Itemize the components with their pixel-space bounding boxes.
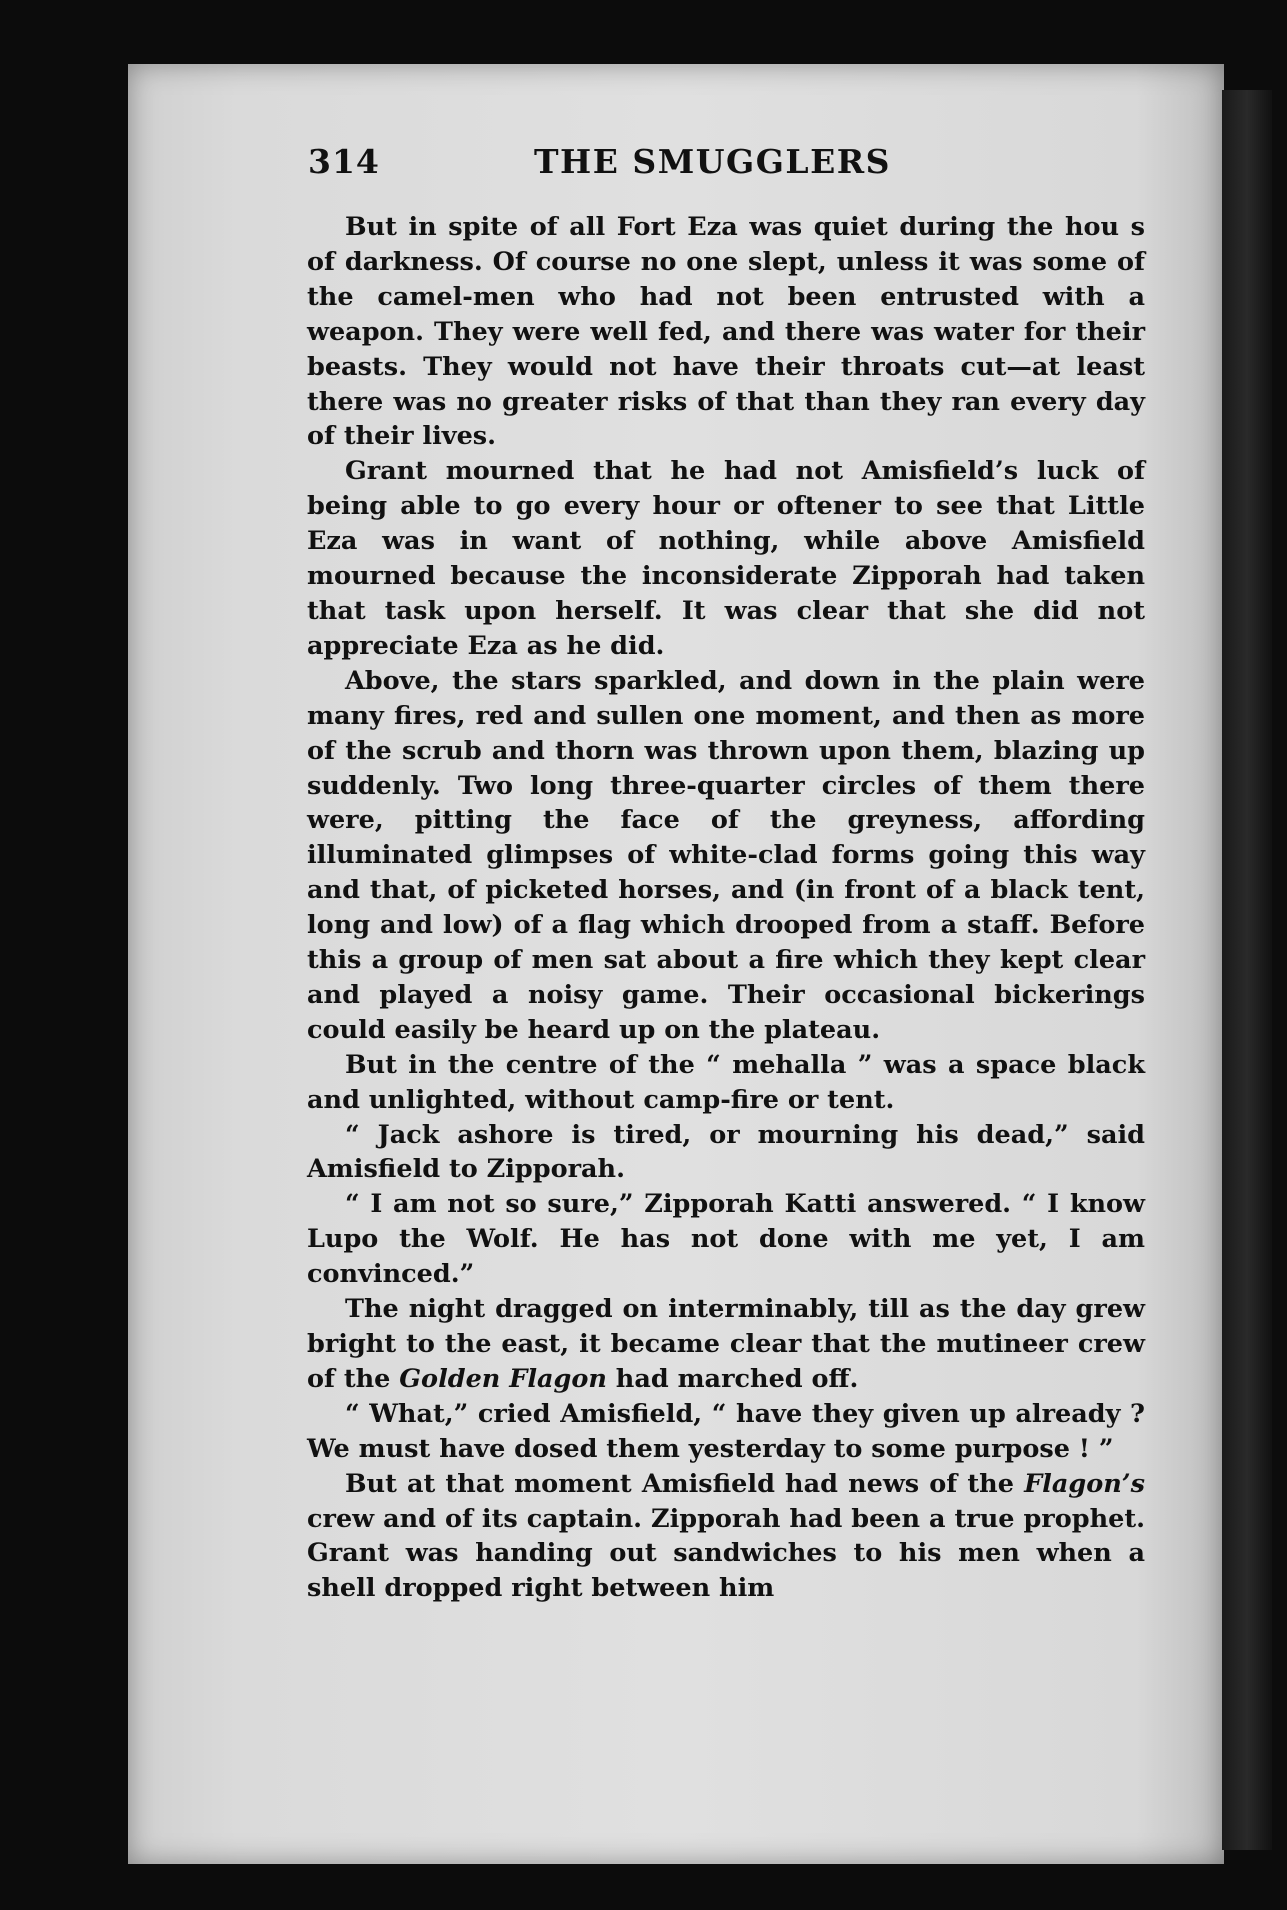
paragraph (307, 454, 1145, 663)
text-run: Above, the stars sparkled, and down in the plain were many fires, red and sullen one moment, and then as more of the scrub and thorn was thrown upon them, blazing up suddenly. Two long three-quarter circles of them there were, pitting the face of the greyness, affording illuminated glimpses of white-clad forms going this way and that, of picketed horses, and (in front of a black tent, long and low) of a flag which drooped from a staff. Before this a group of men sat about a fire which they kept clear and played a noisy game. Their occasional bickerings could easily be heard up on the plateau. (307, 665, 1145, 1045)
text-run: “ What,” cried Amisfield, “ have they given up already ? We must have dosed them yesterday to some purpose ! ” (307, 1398, 1145, 1464)
text-run: But in the centre of the “ mehalla ” was a space black and unlighted, without camp-fire or tent. (307, 1049, 1145, 1115)
running-title: THE SMUGGLERS (534, 142, 891, 181)
italic-ship-name: Flagon’s (1024, 1468, 1145, 1499)
text-run: crew and of its captain. Zipporah had been a true prophet. Grant was handing out sandwiches to his men when a shell dropped right between him (307, 1503, 1145, 1604)
text-run: “ I am not so sure,” Zipporah Katti answered. “ I know Lupo the Wolf. He has not done with me yet, I am convinced.” (307, 1189, 1145, 1290)
text-run: But in spite of all Fort Eza was quiet during the hou s of darkness. Of course no one slept, unless it was some of the camel-men who had not been entrusted with a weapon. They were well fed, and there was water for their beasts. They would not have their throats cut—at least there was no greater risks of that than they ran every day of their lives. (307, 212, 1145, 452)
paragraph (307, 1397, 1145, 1467)
text-run: had marched off. (606, 1363, 859, 1394)
paragraph (307, 1048, 1145, 1118)
paragraph (307, 664, 1145, 1048)
italic-ship-name: Golden Flagon (399, 1363, 607, 1394)
paragraph (307, 1118, 1145, 1188)
page-header (308, 142, 1168, 192)
text-run: “ Jack ashore is tired, or mourning his dead,” said Amisfield to Zipporah. (307, 1119, 1145, 1185)
paragraph (307, 1187, 1145, 1292)
paragraph (307, 1292, 1145, 1397)
page-number: 314 (308, 142, 380, 181)
body-text (307, 210, 1145, 1606)
paragraph (307, 210, 1145, 454)
text-run: Grant mourned that he had not Amisfield’s luck of being able to go every hour or oftener to see that Little Eza was in want of nothing, while above Amisfield mourned because the inconsiderate Zipporah had taken that task upon herself. It was clear that she did not appreciate Eza as he did. (307, 456, 1145, 661)
facing-page-edge (1222, 90, 1272, 1850)
text-run: But at that moment Amisfield had news of the (345, 1468, 1025, 1499)
paragraph (307, 1467, 1145, 1607)
text-run: The night dragged on interminably, till as the day grew bright to the east, it became clear that the mutineer crew of the (307, 1294, 1145, 1394)
